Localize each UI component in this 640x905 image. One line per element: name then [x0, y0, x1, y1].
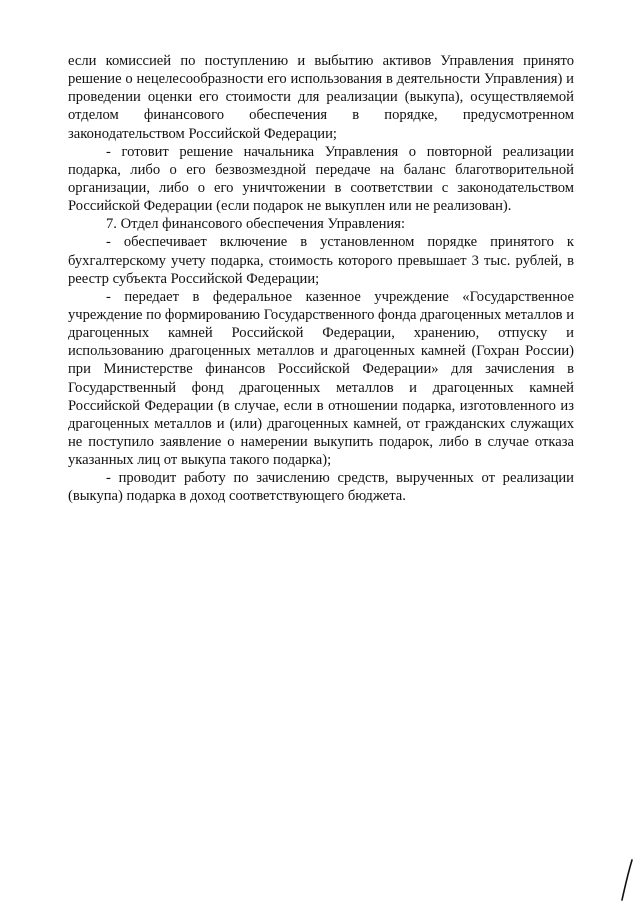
text-line: отделом финансового обеспечения в порядке, предусмотренном — [68, 107, 574, 124]
text-line: при Министерстве финансов Российской Федерации» для зачисления в — [68, 361, 574, 378]
document-body — [68, 52, 574, 506]
text-line: - проводит работу по зачислению средств, вырученных от реализации — [106, 470, 574, 487]
text-line: драгоценных камней Российской Федерации, хранению, отпуску и — [68, 325, 574, 342]
text-line: (выкупа) подарка в доход соответствующего бюджета. — [68, 488, 406, 505]
text-line: - обеспечивает включение в установленном порядке принятого к — [106, 234, 574, 251]
text-line: бухгалтерскому учету подарка, стоимость которого превышает 3 тыс. рублей, в — [68, 252, 574, 269]
text-line: подарка, либо о его безвозмездной передаче на баланс благотворительной — [68, 161, 574, 178]
text-line: 7. Отдел финансового обеспечения Управления: — [106, 216, 405, 233]
text-line: - готовит решение начальника Управления о повторной реализации — [106, 143, 574, 160]
text-line: решение о нецелесообразности его использования в деятельности Управления) и — [68, 71, 574, 88]
pen-mark — [620, 858, 634, 902]
text-line: реестр субъекта Российской Федерации; — [68, 270, 320, 287]
text-line: учреждение по формированию Государственного фонда драгоценных металлов и — [68, 306, 574, 323]
text-line: Российской Федерации (если подарок не выкуплен или не реализован). — [68, 198, 512, 215]
text-line: - передает в федеральное казенное учреждение «Государственное — [106, 288, 574, 305]
text-line: законодательством Российской Федерации; — [68, 125, 337, 142]
text-line: Государственный фонд драгоценных металлов и драгоценных камней — [68, 379, 574, 396]
text-line: если комиссией по поступлению и выбытию активов Управления принято — [68, 53, 574, 69]
text-line: драгоценных металлов и (или) драгоценных камней, от гражданских служащих — [68, 415, 574, 432]
text-line: не поступило заявление о намерении выкупить подарок, либо в случае отказа — [68, 433, 574, 450]
text-line: проведении оценки его стоимости для реализации (выкупа), осуществляемой — [68, 89, 574, 106]
text-line: организации, либо о его уничтожении в соответствии с законодательством — [68, 179, 574, 196]
text-line: использованию драгоценных металлов и драгоценных камней (Гохран России) — [68, 343, 574, 360]
text-line: Российской Федерации (в случае, если в отношении подарка, изготовленного из — [68, 397, 574, 414]
text-line: указанных лиц от выкупа такого подарка); — [68, 452, 332, 469]
